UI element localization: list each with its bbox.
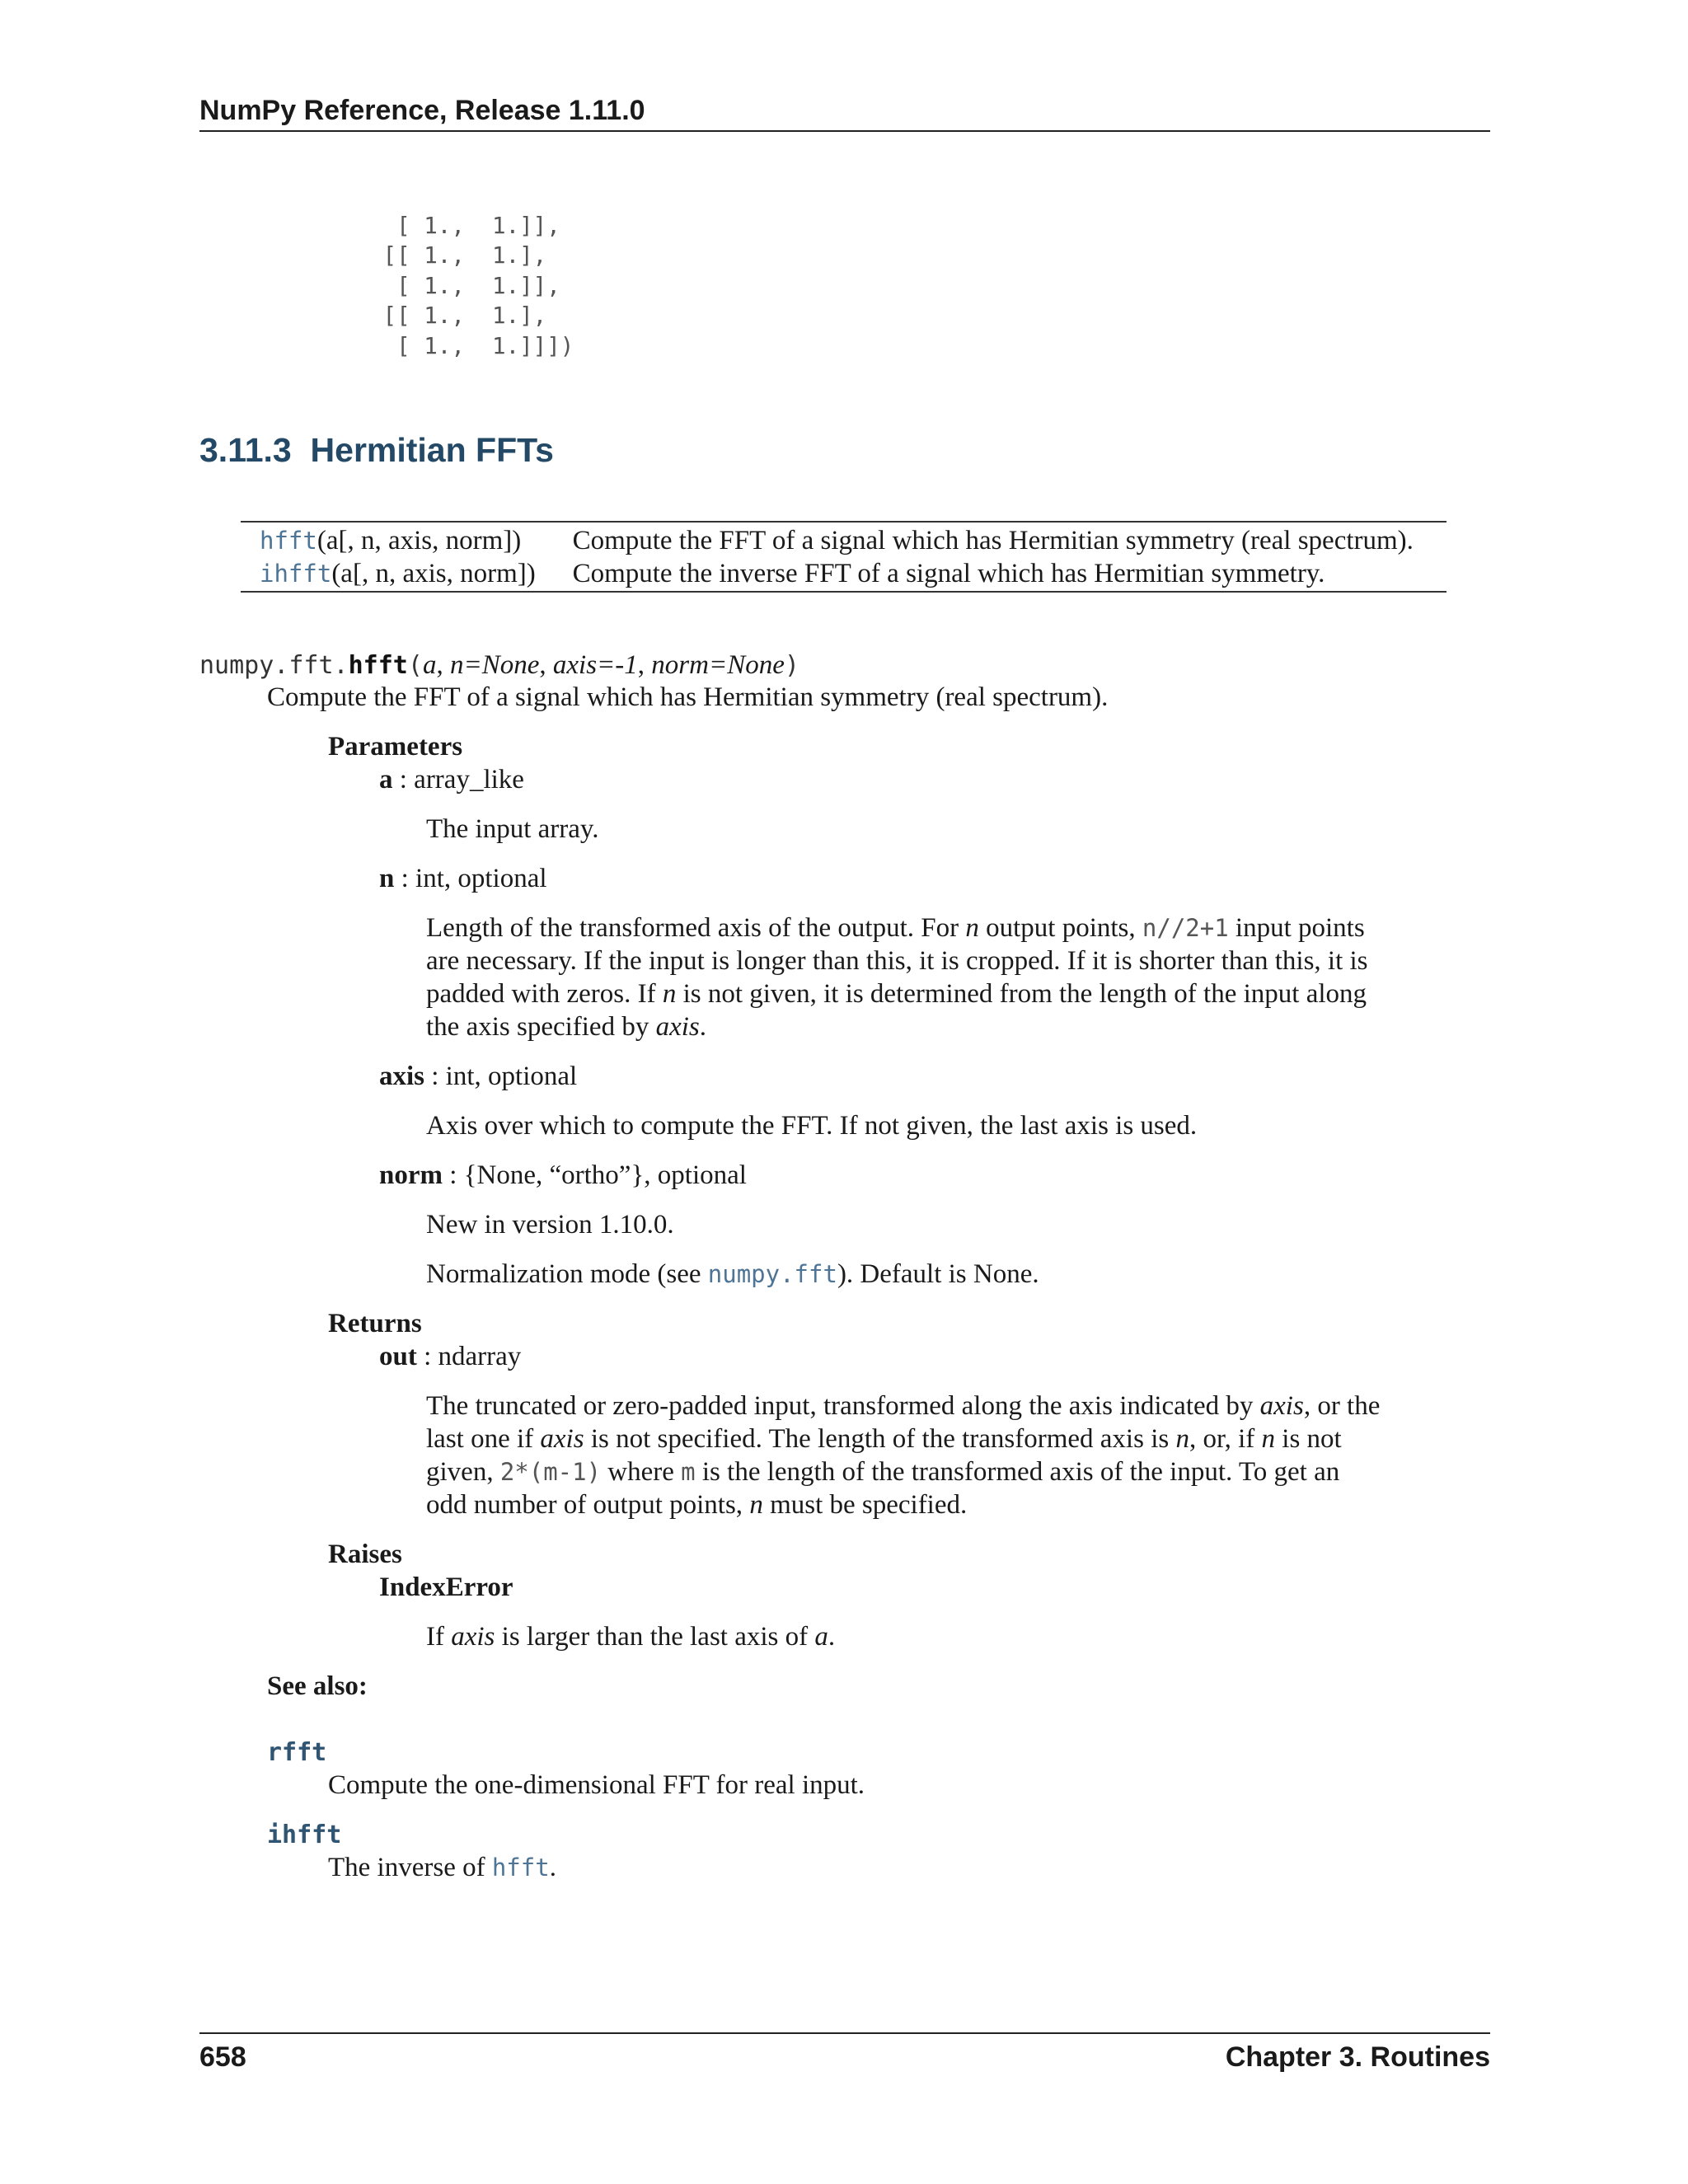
text-run: is not specified. The length of the transformed axis is bbox=[584, 1424, 1176, 1454]
code-line: [ 1., 1.]], bbox=[369, 213, 560, 239]
code-line: [[ 1., 1.], bbox=[369, 302, 547, 330]
raises-heading: Raises bbox=[328, 1540, 402, 1569]
page-number: 658 bbox=[199, 2041, 246, 2073]
text-run: n bbox=[749, 1490, 763, 1520]
param-sep: , bbox=[436, 650, 450, 680]
text-run: n bbox=[1175, 1424, 1189, 1454]
function-module: numpy.fft. bbox=[199, 651, 349, 680]
return-desc-line bbox=[426, 1422, 1342, 1455]
text-run: axis bbox=[1259, 1391, 1304, 1421]
return-desc-line bbox=[426, 1390, 1380, 1422]
text-run: n bbox=[662, 979, 677, 1009]
function-args: (a[, n, axis, norm]) bbox=[331, 559, 536, 588]
text-run: padded with zeros. If bbox=[426, 979, 663, 1009]
open-paren: ( bbox=[407, 651, 423, 680]
text-run: the axis specified by bbox=[426, 1012, 656, 1042]
text-run: ). Default is None. bbox=[837, 1259, 1039, 1289]
param-n-desc-line bbox=[426, 912, 1365, 944]
param-axis-desc: Axis over which to compute the FFT. If not given, the last axis is used. bbox=[426, 1111, 1198, 1141]
param-a-desc: The input array. bbox=[426, 814, 599, 844]
chapter-label: Chapter 3. Routines bbox=[1225, 2041, 1490, 2073]
rfft-link[interactable]: rfft bbox=[267, 1738, 327, 1767]
text-run: is larger than the last axis of bbox=[495, 1622, 815, 1652]
code-line: [ 1., 1.]], bbox=[369, 272, 560, 299]
text-run: . bbox=[549, 1853, 556, 1882]
text-run: is not given, it is determined from the length of the input along bbox=[676, 979, 1367, 1009]
inline-code: m bbox=[681, 1458, 696, 1486]
text-run: output points, bbox=[978, 913, 1142, 943]
param-name: norm bbox=[379, 1160, 443, 1190]
param-n-desc-line bbox=[426, 1010, 706, 1043]
param-sig: axis=-1 bbox=[552, 650, 638, 680]
text-run: If bbox=[426, 1622, 452, 1652]
see-also-item-ihfft[interactable] bbox=[267, 1818, 341, 1852]
numpy-fft-link[interactable]: numpy.fft bbox=[707, 1260, 837, 1288]
param-norm bbox=[379, 1159, 747, 1192]
function-summary: Compute the FFT of a signal which has Hermitian symmetry (real spectrum). bbox=[267, 682, 1109, 712]
returns-heading: Returns bbox=[328, 1309, 422, 1338]
param-sig: n=None bbox=[449, 650, 540, 680]
text-run: must be specified. bbox=[762, 1490, 968, 1520]
raises-exception: IndexError bbox=[379, 1572, 513, 1602]
text-run: a bbox=[814, 1622, 828, 1652]
param-n-desc-line bbox=[426, 977, 1367, 1010]
see-also-heading: See also: bbox=[267, 1671, 368, 1701]
param-name: n bbox=[379, 864, 395, 893]
param-type: : int, optional bbox=[394, 864, 547, 893]
return-out bbox=[379, 1340, 521, 1373]
param-sig: norm=None bbox=[651, 650, 785, 680]
running-footer bbox=[199, 2032, 1490, 2079]
hfft-link[interactable]: hfft bbox=[260, 527, 317, 555]
hfft-link[interactable]: hfft bbox=[491, 1854, 550, 1882]
code-output-block bbox=[369, 211, 574, 361]
function-cell bbox=[241, 522, 554, 557]
param-n bbox=[379, 862, 547, 895]
return-desc-line bbox=[426, 1488, 967, 1521]
return-desc-line bbox=[426, 1455, 1339, 1488]
text-run: input points bbox=[1228, 913, 1365, 943]
code-line: [[ 1., 1.], bbox=[369, 242, 547, 269]
param-type: : {None, “ortho”}, optional bbox=[443, 1160, 747, 1190]
see-also-desc bbox=[328, 1851, 556, 1884]
param-sep: , bbox=[637, 650, 652, 680]
text-run: is not bbox=[1275, 1424, 1342, 1454]
text-run: , or the bbox=[1303, 1391, 1381, 1421]
section-title: Hermitian FFTs bbox=[310, 431, 554, 469]
parameters-heading: Parameters bbox=[328, 732, 463, 762]
table-row bbox=[241, 522, 1447, 557]
param-n-desc-line: are necessary. If the input is longer than this, it is cropped. If it is shorter than this, it is bbox=[426, 946, 1368, 976]
summary-table bbox=[241, 521, 1447, 593]
function-signature bbox=[199, 648, 799, 683]
section-number: 3.11.3 bbox=[199, 431, 292, 469]
function-cell bbox=[241, 557, 554, 592]
close-paren: ) bbox=[784, 651, 799, 680]
param-type: : array_like bbox=[392, 765, 524, 794]
running-header bbox=[199, 92, 1490, 132]
ihfft-link[interactable]: ihfft bbox=[260, 560, 332, 588]
see-also-desc: Compute the one-dimensional FFT for real input. bbox=[328, 1770, 865, 1800]
section-heading bbox=[199, 427, 554, 473]
return-name: out bbox=[379, 1342, 417, 1371]
code-line: [ 1., 1.]]]) bbox=[369, 332, 574, 359]
see-also-item-rfft[interactable] bbox=[267, 1736, 326, 1769]
inline-code: 2*(m-1) bbox=[499, 1458, 602, 1486]
header-title: NumPy Reference, Release 1.11.0 bbox=[199, 95, 645, 126]
param-sep: , bbox=[539, 650, 553, 680]
param-name: a bbox=[379, 765, 393, 794]
text-run: axis bbox=[451, 1622, 495, 1652]
text-run: . bbox=[828, 1622, 836, 1652]
table-row bbox=[241, 557, 1447, 592]
text-run: n bbox=[965, 913, 979, 943]
description-cell: Compute the inverse FFT of a signal which has Hermitian symmetry. bbox=[572, 559, 1325, 588]
description-cell: Compute the FFT of a signal which has Hermitian symmetry (real spectrum). bbox=[572, 526, 1414, 555]
text-run: The inverse of bbox=[328, 1853, 492, 1882]
raises-desc bbox=[426, 1620, 835, 1653]
text-run: axis bbox=[540, 1424, 584, 1454]
text-run: n bbox=[1261, 1424, 1276, 1454]
text-run: . bbox=[699, 1012, 707, 1042]
return-type: : ndarray bbox=[416, 1342, 522, 1371]
function-name: hfft bbox=[348, 651, 408, 680]
ihfft-link[interactable]: ihfft bbox=[267, 1821, 342, 1849]
text-run: is the length of the transformed axis of the input. To get an bbox=[695, 1457, 1340, 1487]
text-run: Length of the transformed axis of the output. For bbox=[426, 913, 966, 943]
param-name: axis bbox=[379, 1062, 425, 1091]
param-a bbox=[379, 763, 524, 796]
text-run: Normalization mode (see bbox=[426, 1259, 708, 1289]
text-run: last one if bbox=[426, 1424, 541, 1454]
function-args: (a[, n, axis, norm]) bbox=[316, 526, 522, 555]
text-run: The truncated or zero-padded input, transformed along the axis indicated by bbox=[426, 1391, 1260, 1421]
text-run: odd number of output points, bbox=[426, 1490, 750, 1520]
param-norm-desc bbox=[426, 1258, 1039, 1291]
param-type: : int, optional bbox=[424, 1062, 578, 1091]
inline-code: n//2+1 bbox=[1142, 914, 1229, 942]
param-norm-version: New in version 1.10.0. bbox=[426, 1210, 674, 1240]
param-axis bbox=[379, 1060, 577, 1093]
text-run: where bbox=[601, 1457, 682, 1487]
param-sig: a bbox=[422, 650, 437, 680]
text-run: given, bbox=[426, 1457, 500, 1487]
text-run: axis bbox=[655, 1012, 700, 1042]
text-run: , or, if bbox=[1189, 1424, 1262, 1454]
